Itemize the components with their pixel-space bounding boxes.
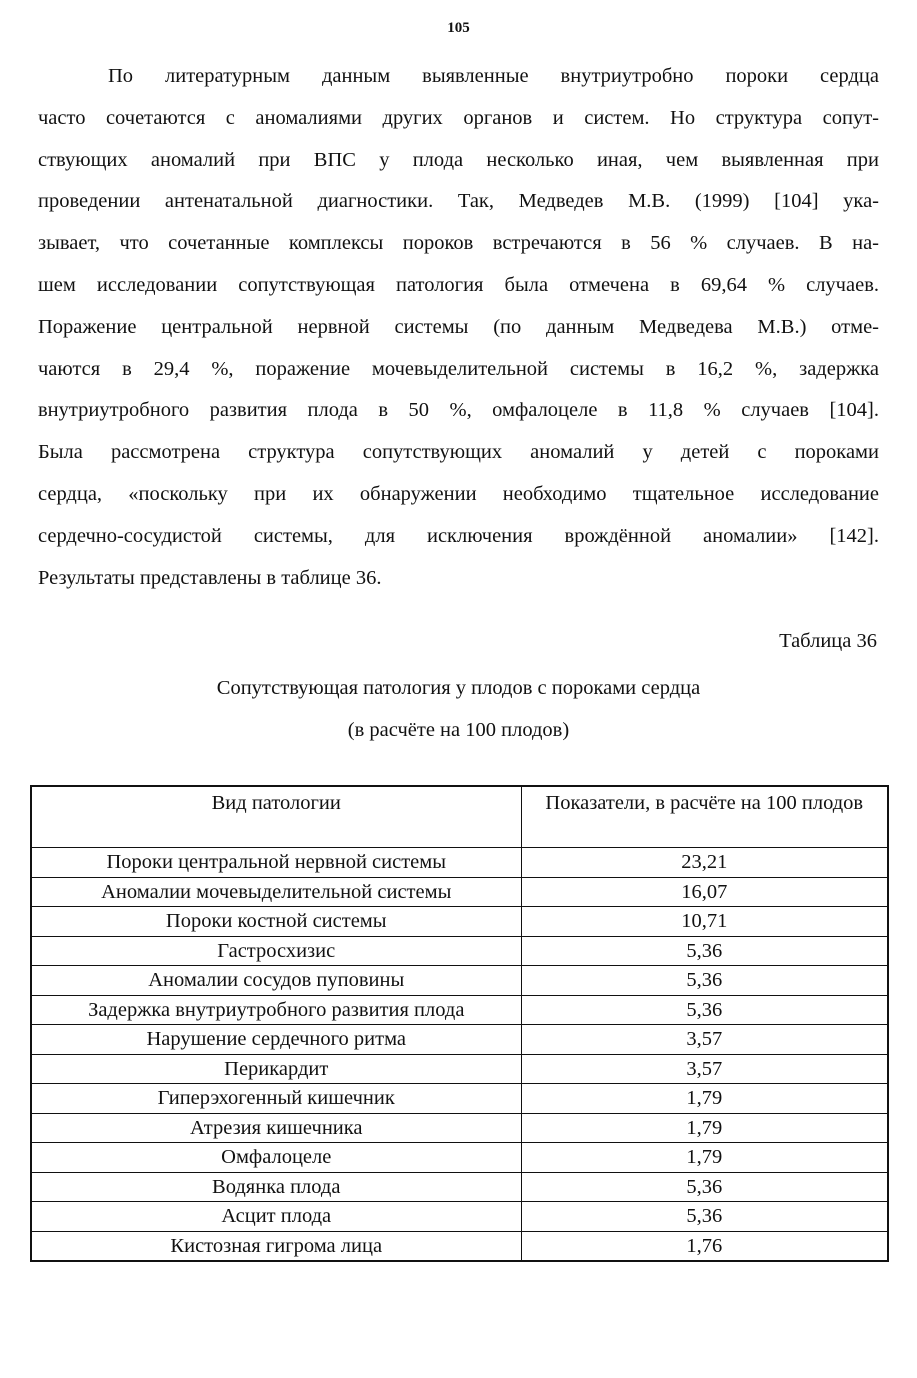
paragraph-line: Была рассмотрена структура сопутствующих аномалий у детей с пороками	[38, 441, 879, 464]
paragraph-line: чаются в 29,4 %, поражение мочевыделительной системы в 16,2 %, задержка	[38, 357, 879, 380]
pathology-cell: Задержка внутриутробного развития плода	[31, 995, 521, 1025]
value-cell: 5,36	[521, 995, 888, 1025]
value-cell: 23,21	[521, 848, 888, 878]
value-cell: 5,36	[521, 1172, 888, 1202]
pathology-cell: Пороки центральной нервной системы	[31, 848, 521, 878]
value-cell: 1,79	[521, 1113, 888, 1143]
paragraph-line: часто сочетаются с аномалиями других органов и систем. Но структура сопут-	[38, 106, 879, 129]
value-cell: 5,36	[521, 936, 888, 966]
value-cell: 1,79	[521, 1143, 888, 1173]
table-header-row	[31, 786, 888, 848]
table-row	[31, 1084, 888, 1114]
table-row	[31, 1025, 888, 1055]
pathology-cell: Кистозная гигрома лица	[31, 1231, 521, 1261]
table-row	[31, 848, 888, 878]
paragraph-line: внутриутробного развития плода в 50 %, омфалоцеле в 11,8 % случаев [104].	[38, 399, 879, 422]
paragraph-line: зывает, что сочетанные комплексы пороков встречаются в 56 % случаев. В на-	[38, 232, 879, 255]
table-row	[31, 1202, 888, 1232]
paragraph-line: ствующих аномалий при ВПС у плода несколько иная, чем выявленная при	[38, 148, 879, 171]
pathology-cell: Асцит плода	[31, 1202, 521, 1232]
body-paragraph	[38, 56, 879, 599]
table-row	[31, 1143, 888, 1173]
pathology-cell: Атрезия кишечника	[31, 1113, 521, 1143]
page-number: 105	[447, 20, 470, 36]
paragraph-line: шем исследовании сопутствующая патология была отмечена в 69,64 % случаев.	[38, 273, 879, 296]
paragraph-line: Результаты представлены в таблице 36.	[38, 566, 382, 589]
table-label: Таблица 36	[779, 630, 877, 652]
table-row	[31, 1113, 888, 1143]
table-row	[31, 966, 888, 996]
pathology-cell: Аномалии сосудов пуповины	[31, 966, 521, 996]
paragraph-line: сердца, «поскольку при их обнаружении необходимо тщательное исследование	[38, 482, 879, 505]
table-row	[31, 1054, 888, 1084]
pathology-cell: Перикардит	[31, 1054, 521, 1084]
paragraph-line: сердечно-сосудистой системы, для исключения врождённой аномалии» [142].	[38, 524, 879, 547]
pathology-cell: Водянка плода	[31, 1172, 521, 1202]
column-header-indicator: Показатели, в расчёте на 100 плодов	[521, 786, 888, 848]
value-cell: 1,79	[521, 1084, 888, 1114]
value-cell: 10,71	[521, 907, 888, 937]
value-cell: 16,07	[521, 877, 888, 907]
pathology-cell: Гастросхизис	[31, 936, 521, 966]
pathology-cell: Пороки костной системы	[31, 907, 521, 937]
pathology-cell: Гиперэхогенный кишечник	[31, 1084, 521, 1114]
value-cell: 5,36	[521, 1202, 888, 1232]
pathology-table	[30, 785, 889, 1262]
table-row	[31, 1231, 888, 1261]
paragraph-line: По литературным данным выявленные внутриутробно пороки сердца	[108, 65, 879, 87]
value-cell: 1,76	[521, 1231, 888, 1261]
pathology-cell: Аномалии мочевыделительной системы	[31, 877, 521, 907]
paragraph-line: проведении антенатальной диагностики. Так, Медведев М.В. (1999) [104] ука-	[38, 190, 879, 213]
pathology-cell: Нарушение сердечного ритма	[31, 1025, 521, 1055]
column-header-pathology: Вид патологии	[31, 786, 521, 848]
table-row	[31, 936, 888, 966]
paragraph-line: Поражение центральной нервной системы (по данным Медведева М.В.) отме-	[38, 315, 879, 338]
table-subtitle: (в расчёте на 100 плодов)	[347, 719, 570, 741]
value-cell: 3,57	[521, 1054, 888, 1084]
table-title: Сопутствующая патология у плодов с пороками сердца	[216, 677, 701, 699]
table-row	[31, 907, 888, 937]
value-cell: 3,57	[521, 1025, 888, 1055]
value-cell: 5,36	[521, 966, 888, 996]
table-row	[31, 877, 888, 907]
pathology-cell: Омфалоцеле	[31, 1143, 521, 1173]
table-row	[31, 995, 888, 1025]
table-row	[31, 1172, 888, 1202]
